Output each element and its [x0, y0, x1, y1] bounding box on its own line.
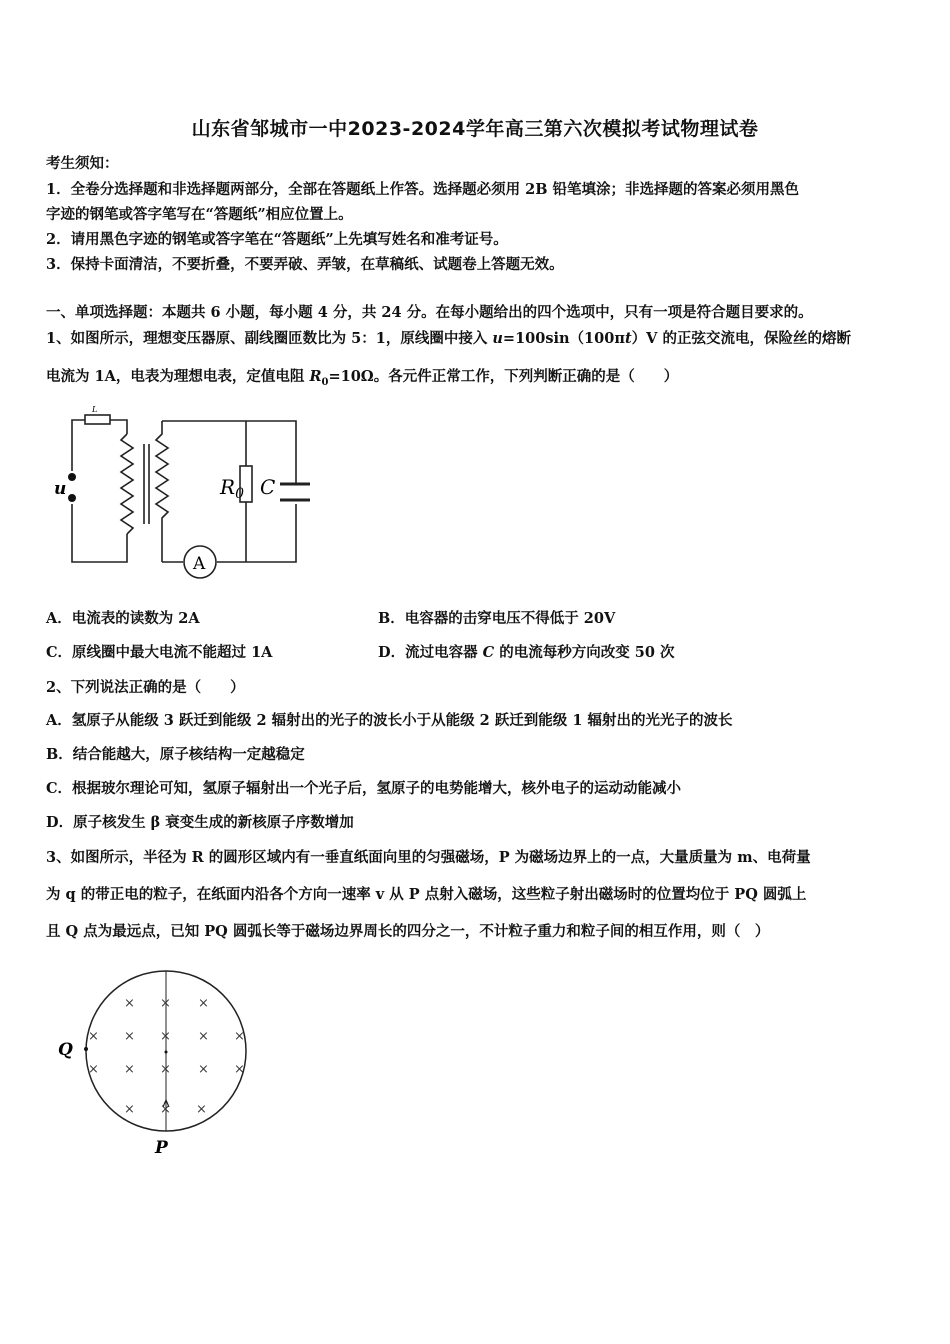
q1-option-d-post: 的电流每秒方向改变 50 次 [494, 644, 675, 661]
q1-option-a: A．电流表的读数为 2A [46, 610, 200, 627]
point-q-dot [84, 1047, 88, 1051]
q1-stem-line-2 [46, 365, 678, 388]
notice-heading: 考生须知： [46, 155, 119, 172]
section-heading: 一、单项选择题：本题共 6 小题，每小题 4 分，共 24 分。在每小题给出的四个选项中，只有一项是符合题目要求的。 [46, 304, 813, 321]
field-x-mark: × [160, 1102, 171, 1117]
label-L: L [92, 405, 98, 414]
q3-stem-line-2: 为 q 的带正电的粒子，在纸面内沿各个方向一速率 v 从 P 点射入磁场，这些粒子射出磁场时的位置均位于 PQ 圆弧上 [46, 886, 807, 903]
field-x-mark: × [198, 1029, 209, 1044]
q1-option-d-c: C [482, 644, 495, 661]
q2-stem: 2、下列说法正确的是（ ） [46, 679, 245, 696]
notice-item-1b: 字迹的钢笔或答字笔写在“答题纸”相应位置上。 [46, 206, 353, 223]
field-x-mark: × [196, 1102, 207, 1117]
label-q: Q [58, 1040, 73, 1060]
field-x-mark: × [234, 1029, 245, 1044]
field-x-mark: × [124, 1102, 135, 1117]
field-x-mark: × [160, 1029, 171, 1044]
field-x-mark: × [234, 1062, 245, 1077]
q1-option-c: C．原线圈中最大电流不能超过 1A [46, 644, 273, 661]
q2-option-b: B．结合能越大，原子核结构一定越稳定 [46, 746, 305, 763]
q3-stem-line-3: 且 Q 点为最远点，已知 PQ 圆弧长等于磁场边界周长的四分之一，不计粒子重力和粒子间的相互作用，则（ ） [46, 923, 770, 940]
q1-option-d-pre: D．流过电容器 [378, 644, 483, 661]
q3-stem-line-1: 3、如图所示，半径为 R 的圆形区域内有一垂直纸面向里的匀强磁场，P 为磁场边界上的一点，大量质量为 m、电荷量 [46, 849, 811, 866]
terminal-dot-bottom [68, 494, 76, 502]
label-C: C [260, 475, 276, 499]
q1-stem-line-1 [46, 327, 851, 348]
notice-item-3: 3．保持卡面清洁，不要折叠，不要弄破、弄皱，在草稿纸、试题卷上答题无效。 [46, 256, 564, 273]
label-R: R [220, 475, 236, 499]
field-x-mark: × [124, 1062, 135, 1077]
field-x-mark: × [160, 1062, 171, 1077]
field-x-mark: × [88, 1062, 99, 1077]
q1-l1-u: u [492, 330, 503, 347]
q1-l2-pre: 电流为 1A，电表为理想电表，定值电阻 [46, 368, 310, 385]
q1-l2-post: =10Ω。各元件正常工作，下列判断正确的是（ ） [328, 368, 679, 385]
field-x-mark: × [124, 996, 135, 1011]
q1-option-b: B．电容器的击穿电压不得低于 20V [378, 610, 616, 627]
transformer-circuit-diagram [50, 404, 310, 586]
magnetic-field-diagram [50, 965, 260, 1160]
field-x-mark: × [88, 1029, 99, 1044]
page-title: 山东省邹城市一中2023-2024学年高三第六次模拟考试物理试卷 [191, 118, 759, 140]
q2-option-d: D．原子核发生 β 衰变生成的新核原子序数增加 [46, 814, 354, 831]
q1-l2-R: R [309, 368, 322, 385]
notice-item-1a: 1．全卷分选择题和非选择题两部分，全部在答题纸上作答。选择题必须用 2B 铅笔填涂；非选择题的答案必须用黑色 [46, 181, 800, 198]
q2-option-c: C．根据玻尔理论可知，氢原子辐射出一个光子后，氢原子的电势能增大，核外电子的运动动能减小 [46, 780, 682, 797]
field-x-mark: × [198, 1062, 209, 1077]
ammeter-label: A [193, 554, 206, 574]
notice-item-2: 2．请用黑色字迹的钢笔或答字笔在“答题纸”上先填写姓名和准考证号。 [46, 231, 508, 248]
label-p: P [155, 1138, 168, 1158]
center-dot [165, 1051, 168, 1054]
q1-option-d [378, 641, 675, 662]
q2-option-a: A．氢原子从能级 3 跃迁到能级 2 辐射出的光子的波长小于从能级 2 跃迁到能级 1 辐射出的光光子的波长 [46, 712, 733, 729]
field-x-mark: × [124, 1029, 135, 1044]
field-x-mark: × [198, 996, 209, 1011]
q1-l1-mid: =100sin（100π [502, 330, 625, 347]
terminal-dot-top [68, 473, 76, 481]
field-x-mark: × [160, 996, 171, 1011]
q1-l1-post: ）V 的正弦交流电，保险丝的熔断 [631, 330, 851, 347]
label-u: u [54, 479, 67, 499]
label-R-sub: 0 [235, 486, 244, 502]
q1-l2-sub: 0 [321, 376, 329, 388]
q1-l1-pre: 1、如图所示，理想变压器原、副线圈匝数比为 5：1，原线圈中接入 [46, 330, 493, 347]
q1-l1-t: t [624, 330, 632, 347]
